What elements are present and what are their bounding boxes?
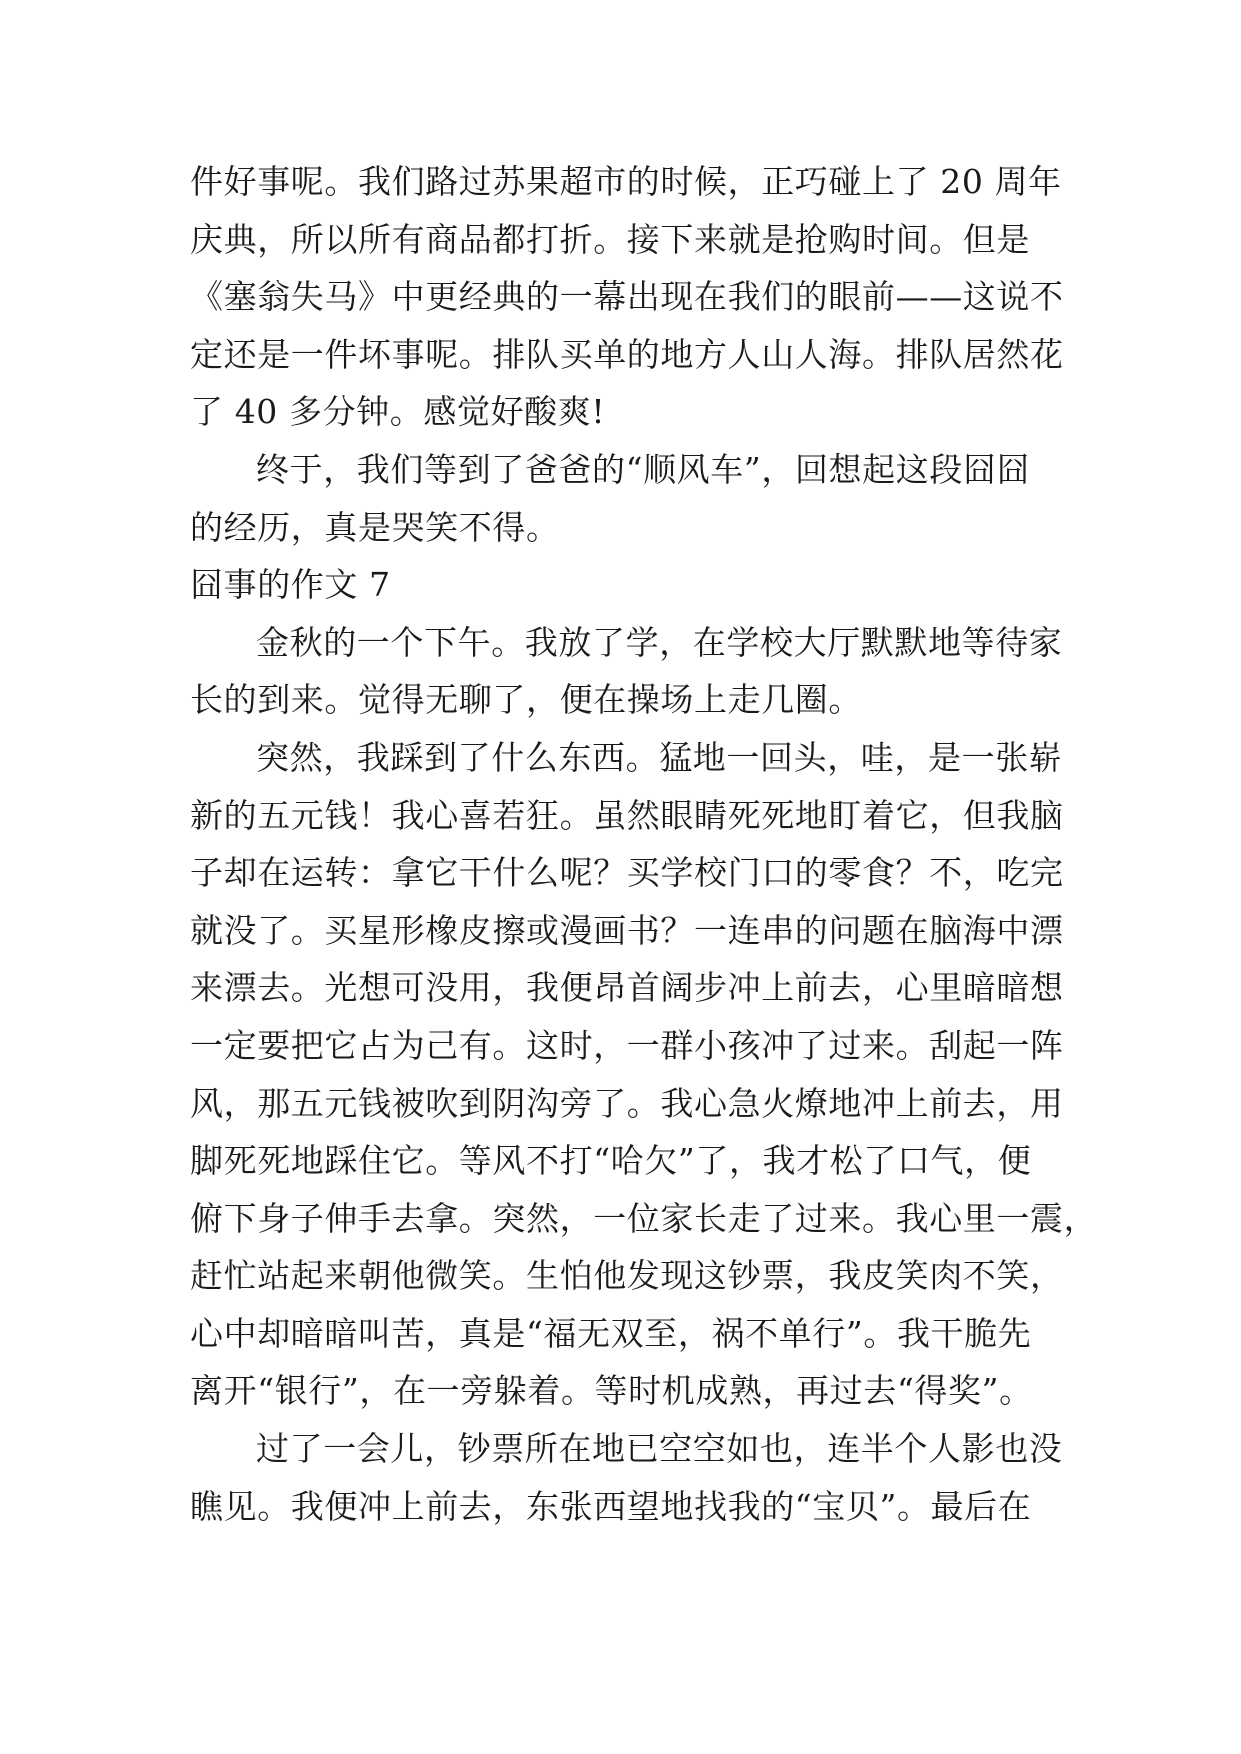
text-line: 件好事呢。我们路过苏果超市的时候，正巧碰上了 20 周年 (190, 162, 1062, 201)
text-line: 庆典，所以所有商品都打折。接下来就是抢购时间。但是 (190, 219, 1030, 259)
text-line: 一定要把它占为己有。这时，一群小孩冲了过来。刮起一阵 (190, 1025, 1064, 1065)
text-line: 新的五元钱！我心喜若狂。虽然眼睛死死地盯着它，但我脑 (190, 795, 1064, 835)
text-line: 定还是一件坏事呢。排队买单的地方人山人海。排队居然花 (190, 334, 1064, 374)
paragraph-start-line: 终于，我们等到了爸爸的“顺风车”，回想起这段囧囧 (256, 449, 1031, 489)
text-line: 风，那五元钱被吹到阴沟旁了。我心急火燎地冲上前去，用 (190, 1083, 1064, 1123)
text-line: 了 40 多分钟。感觉好酸爽! (190, 392, 606, 432)
text-line: 《塞翁失马》中更经典的一幕出现在我们的眼前——这说不 (190, 277, 1064, 317)
text-line: 子却在运转：拿它干什么呢？买学校门口的零食？不，吃完 (190, 853, 1064, 893)
paragraph-start-line: 过了一会儿，钞票所在地已空空如也，连半个人影也没 (256, 1429, 1063, 1469)
text-line: 长的到来。觉得无聊了，便在操场上走几圈。 (190, 680, 862, 720)
text-line: 心中却暗暗叫苦，真是“福无双至，祸不单行”。我干脆先 (190, 1313, 1032, 1353)
text-line: 的经历，真是哭笑不得。 (190, 507, 560, 547)
text-line: 来漂去。光想可没用，我便昂首阔步冲上前去，心里暗暗想 (190, 968, 1064, 1008)
text-line: 脚死死地踩住它。等风不打“哈欠”了，我才松了口气，便 (190, 1141, 1032, 1181)
text-line: 瞧见。我便冲上前去，东张西望地找我的“宝贝”。最后在 (190, 1486, 1032, 1526)
text-line: 就没了。买星形橡皮擦或漫画书？一连串的问题在脑海中漂 (190, 910, 1064, 950)
paragraph-start-line: 突然，我踩到了什么东西。猛地一回头，哇，是一张崭 (256, 737, 1063, 777)
document-body (190, 153, 1098, 1535)
paragraph-start-line: 金秋的一个下午。我放了学，在学校大厅默默地等待家 (256, 622, 1063, 662)
text-line: 赶忙站起来朝他微笑。生怕他发现这钞票，我皮笑肉不笑， (190, 1256, 1064, 1296)
section-heading: 囧事的作文 7 (190, 565, 391, 605)
text-line: 俯下身子伸手去拿。突然，一位家长走了过来。我心里一震， (190, 1198, 1098, 1238)
text-line: 离开“银行”，在一旁躲着。等时机成熟，再过去“得奖”。 (190, 1371, 1033, 1411)
